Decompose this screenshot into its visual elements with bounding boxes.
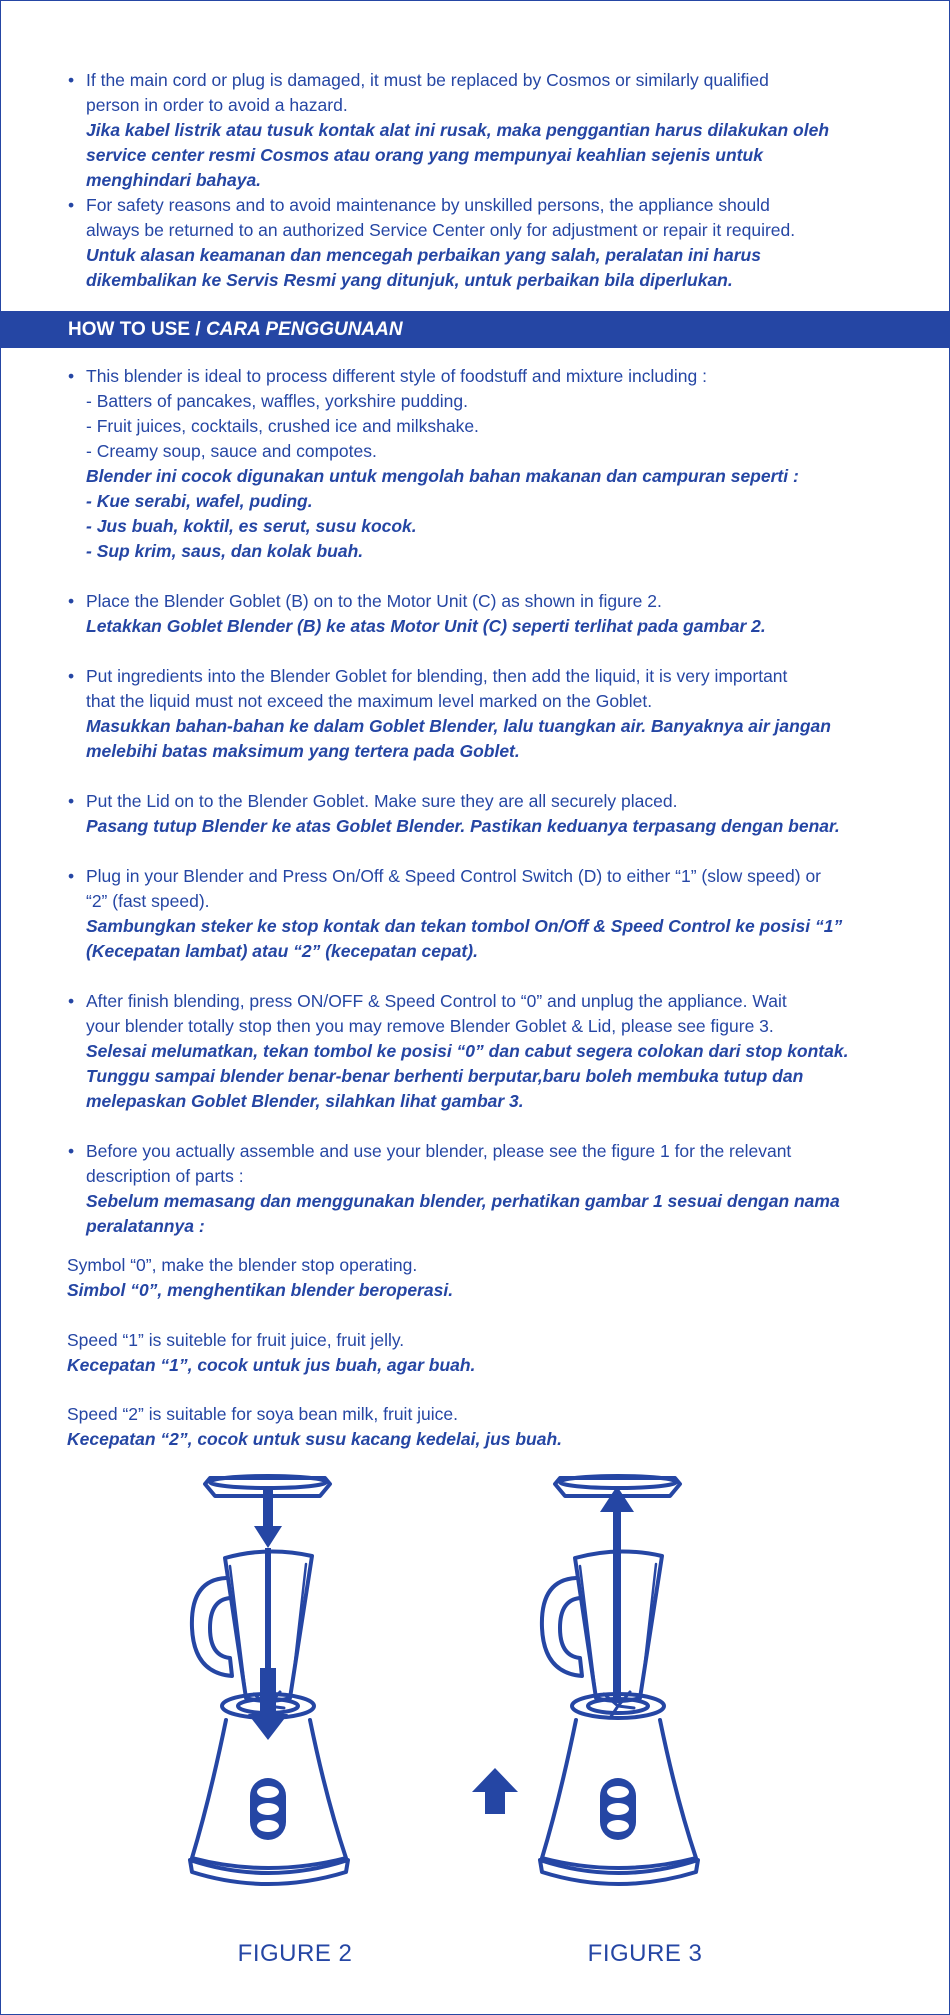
usage-text-en (86, 664, 908, 714)
text-line: • Plug in your Blender and Press On/Off & Speed Control Switch (D) to either “1” (slow speed) or (86, 866, 822, 886)
text-line: person in order to avoid a hazard. (86, 95, 348, 115)
symbol-note (67, 1328, 887, 1378)
text-line: melepaskan Goblet Blender, silahkan lihat gambar 3. (86, 1091, 524, 1111)
text-line: “2” (fast speed). (86, 891, 210, 911)
text-line: - Creamy soup, sauce and compotes. (86, 441, 377, 461)
figure-3 (530, 1468, 760, 1968)
text-line: Pasang tutup Blender ke atas Goblet Blender. Pastikan keduanya terpasang dengan benar. (86, 816, 840, 836)
text-line: dikembalikan ke Servis Resmi yang ditunjuk, untuk perbaikan bila diperlukan. (86, 270, 733, 290)
text-line: - Kue serabi, wafel, puding. (86, 491, 313, 511)
text-line: • If the main cord or plug is damaged, it must be replaced by Cosmos or similarly qualified (86, 70, 769, 90)
usage-text-id (86, 714, 908, 764)
text-line: - Fruit juices, cocktails, crushed ice and milkshake. (86, 416, 479, 436)
section-title-en: HOW TO USE / (68, 319, 206, 340)
text-line: Tunggu sampai blender benar-benar berhenti berputar,baru boleh membuka tutup dan (86, 1066, 804, 1086)
text-line: that the liquid must not exceed the maximum level marked on the Goblet. (86, 691, 653, 711)
usage-list (68, 364, 908, 1239)
symbol-note (67, 1253, 887, 1303)
safety-text-id (86, 243, 888, 293)
figures-area (180, 1468, 760, 1968)
symbol-text-en: Speed “2” is suitable for soya bean milk, fruit juice. (67, 1404, 459, 1424)
usage-item (68, 789, 908, 839)
symbol-note (67, 1402, 887, 1452)
symbol-text-id: Simbol “0”, menghentikan blender beroperasi. (67, 1280, 454, 1300)
blender-assembly-icon (180, 1468, 410, 1913)
usage-item (68, 364, 908, 564)
usage-item (68, 1139, 908, 1239)
text-line: peralatannya : (86, 1216, 205, 1236)
text-line: • After finish blending, press ON/OFF & Speed Control to “0” and unplug the appliance. Wait (86, 991, 787, 1011)
usage-text-id (86, 1189, 908, 1239)
section-header-bar (0, 311, 950, 348)
text-line: Sambungkan steker ke stop kontak dan tekan tombol On/Off & Speed Control ke posisi “1” (86, 916, 843, 936)
text-line: Masukkan bahan-bahan ke dalam Goblet Blender, lalu tuangkan air. Banyaknya air jangan (86, 716, 831, 736)
text-line: (Kecepatan lambat) atau “2” (kecepatan cepat). (86, 941, 478, 961)
section-title (68, 318, 403, 342)
usage-item (68, 664, 908, 764)
usage-text-id (86, 464, 908, 564)
usage-text-en (86, 589, 908, 614)
safety-list (68, 68, 888, 293)
usage-item (68, 864, 908, 964)
text-line: • Before you actually assemble and use your blender, please see the figure 1 for the relevant (86, 1141, 792, 1161)
usage-text-en (86, 864, 908, 914)
text-line: your blender totally stop then you may remove Blender Goblet & Lid, please see figure 3. (86, 1016, 774, 1036)
usage-item (68, 589, 908, 639)
text-line: Sebelum memasang dan menggunakan blender, perhatikan gambar 1 sesuai dengan nama (86, 1191, 840, 1211)
usage-item (68, 989, 908, 1114)
text-line: - Jus buah, koktil, es serut, susu kocok. (86, 516, 417, 536)
usage-text-en (86, 1139, 908, 1189)
text-line: melebihi batas maksimum yang tertera pada Goblet. (86, 741, 520, 761)
text-line: service center resmi Cosmos atau orang yang mempunyai keahlian sejenis untuk (86, 145, 763, 165)
usage-text-en (86, 989, 908, 1039)
figure-2 (180, 1468, 410, 1968)
text-line: • Put ingredients into the Blender Goblet for blending, then add the liquid, it is very important (86, 666, 788, 686)
blender-removal-icon (530, 1468, 760, 1913)
section-title-id: CARA PENGGUNAAN (205, 319, 403, 340)
text-line: description of parts : (86, 1166, 244, 1186)
text-line: Untuk alasan keamanan dan mencegah perbaikan yang salah, peralatan ini harus (86, 245, 761, 265)
figure-caption: FIGURE 3 (587, 1940, 703, 1967)
symbol-text-en: Symbol “0”, make the blender stop operating. (67, 1255, 418, 1275)
safety-item (68, 193, 888, 293)
text-line: - Sup krim, saus, dan kolak buah. (86, 541, 364, 561)
text-line: • Put the Lid on to the Blender Goblet. Make sure they are all securely placed. (86, 791, 678, 811)
symbol-text-en: Speed “1” is suiteble for fruit juice, fruit jelly. (67, 1330, 405, 1350)
text-line: Selesai melumatkan, tekan tombol ke posisi “0” dan cabut segera colokan dari stop kontak. (86, 1041, 849, 1061)
usage-text-en (86, 789, 908, 814)
safety-text-id (86, 118, 888, 193)
usage-text-id (86, 614, 908, 639)
text-line: menghindari bahaya. (86, 170, 262, 190)
text-line: • This blender is ideal to process different style of foodstuff and mixture including : (86, 366, 707, 386)
symbol-text-id: Kecepatan “2”, cocok untuk susu kacang kedelai, jus buah. (67, 1429, 563, 1449)
usage-text-id (86, 914, 908, 964)
usage-text-id (86, 814, 908, 839)
safety-text-en (86, 68, 888, 118)
text-line: always be returned to an authorized Service Center only for adjustment or repair it required. (86, 220, 796, 240)
text-line: Letakkan Goblet Blender (B) ke atas Motor Unit (C) seperti terlihat pada gambar 2. (86, 616, 766, 636)
usage-text-id (86, 1039, 908, 1114)
usage-text-en (86, 364, 908, 464)
up-arrow-icon (470, 1766, 520, 1816)
text-line: - Batters of pancakes, waffles, yorkshire pudding. (86, 391, 468, 411)
text-line: • Place the Blender Goblet (B) on to the Motor Unit (C) as shown in figure 2. (86, 591, 662, 611)
text-line: • For safety reasons and to avoid maintenance by unskilled persons, the appliance should (86, 195, 770, 215)
text-line: Blender ini cocok digunakan untuk mengolah bahan makanan dan campuran seperti : (86, 466, 799, 486)
figure-caption: FIGURE 2 (237, 1940, 353, 1967)
text-line: Jika kabel listrik atau tusuk kontak alat ini rusak, maka penggantian harus dilakukan oleh (86, 120, 830, 140)
symbol-text-id: Kecepatan “1”, cocok untuk jus buah, agar buah. (67, 1355, 476, 1375)
safety-item (68, 68, 888, 193)
safety-text-en (86, 193, 888, 243)
